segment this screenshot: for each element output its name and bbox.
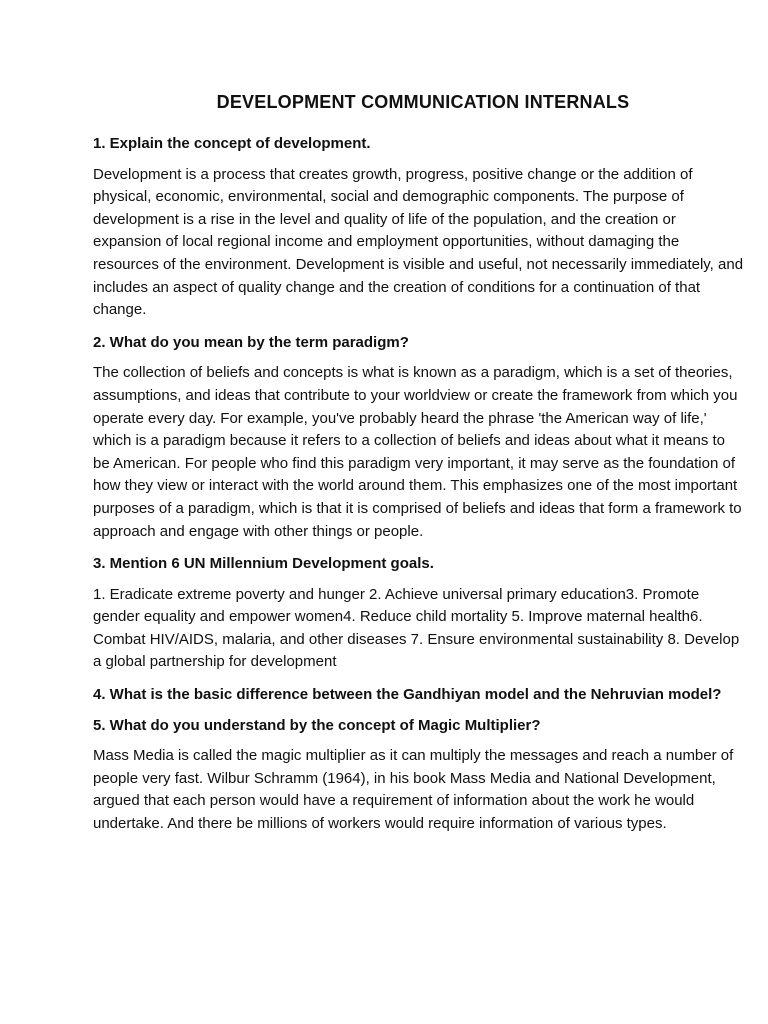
answer-1: Development is a process that creates growth, progress, positive change or the addition of physical, economic, environmental, social and demographic components. The purpose of development is a rise in the level and quality of life of the population, and the creation or expansion of local regional income and employment opportunities, without damaging the resources of the environment. Development is visible and useful, not necessarily immediately, and includes an aspect of quality change and the creation of conditions for a continuation of that change. (93, 165, 744, 319)
answer-3: 1. Eradicate extreme poverty and hunger 2. Achieve universal primary education3. Promote gender equality and empower women4. Reduce child mortality 5. Improve maternal health6. Combat HIV/AIDS, malaria, and other diseases 7. Ensure environmental sustainability 8. Develop a global partnership for development (93, 585, 740, 671)
answer-2: The collection of beliefs and concepts is what is known as a paradigm, which is a set of theories, assumptions, and ideas that contribute to your worldview or create the framework from which you operate every day. For example, you've probably heard the phrase 'the American way of life,' which is a paradigm because it refers to a collection of beliefs and ideas about what it means to be American. For people who find this paradigm very important, it may serve as the foundation of how they view or interact with the world around them. This emphasizes one of the most important purposes of a paradigm, which is that it is comprised of beliefs and ideas that form a framework to approach and engage with other things or people. (93, 364, 742, 540)
section-5 (93, 715, 745, 836)
document-title: DEVELOPMENT COMMUNICATION INTERNALS (216, 92, 630, 112)
question-2: 2. What do you mean by the term paradigm? (93, 333, 409, 351)
question-4: 4. What is the basic difference between the Gandhiyan model and the Nehruvian model? (93, 686, 722, 704)
section-1 (93, 133, 745, 322)
question-3: 3. Mention 6 UN Millennium Development goals. (93, 555, 434, 573)
answer-5: Mass Media is called the magic multiplier as it can multiply the messages and reach a number of people very fast. Wilbur Schramm (1964), in his book Mass Media and National Development, argued that each person would have a requirement of information about the work he would undertake. And there be millions of workers would require information of various types. (93, 747, 734, 833)
document-page (93, 92, 745, 846)
question-1: 1. Explain the concept of development. (93, 135, 371, 152)
question-5: 5. What do you understand by the concept of Magic Multiplier? (93, 716, 541, 734)
section-2 (93, 332, 745, 543)
section-4 (93, 684, 745, 707)
section-3 (93, 553, 745, 674)
